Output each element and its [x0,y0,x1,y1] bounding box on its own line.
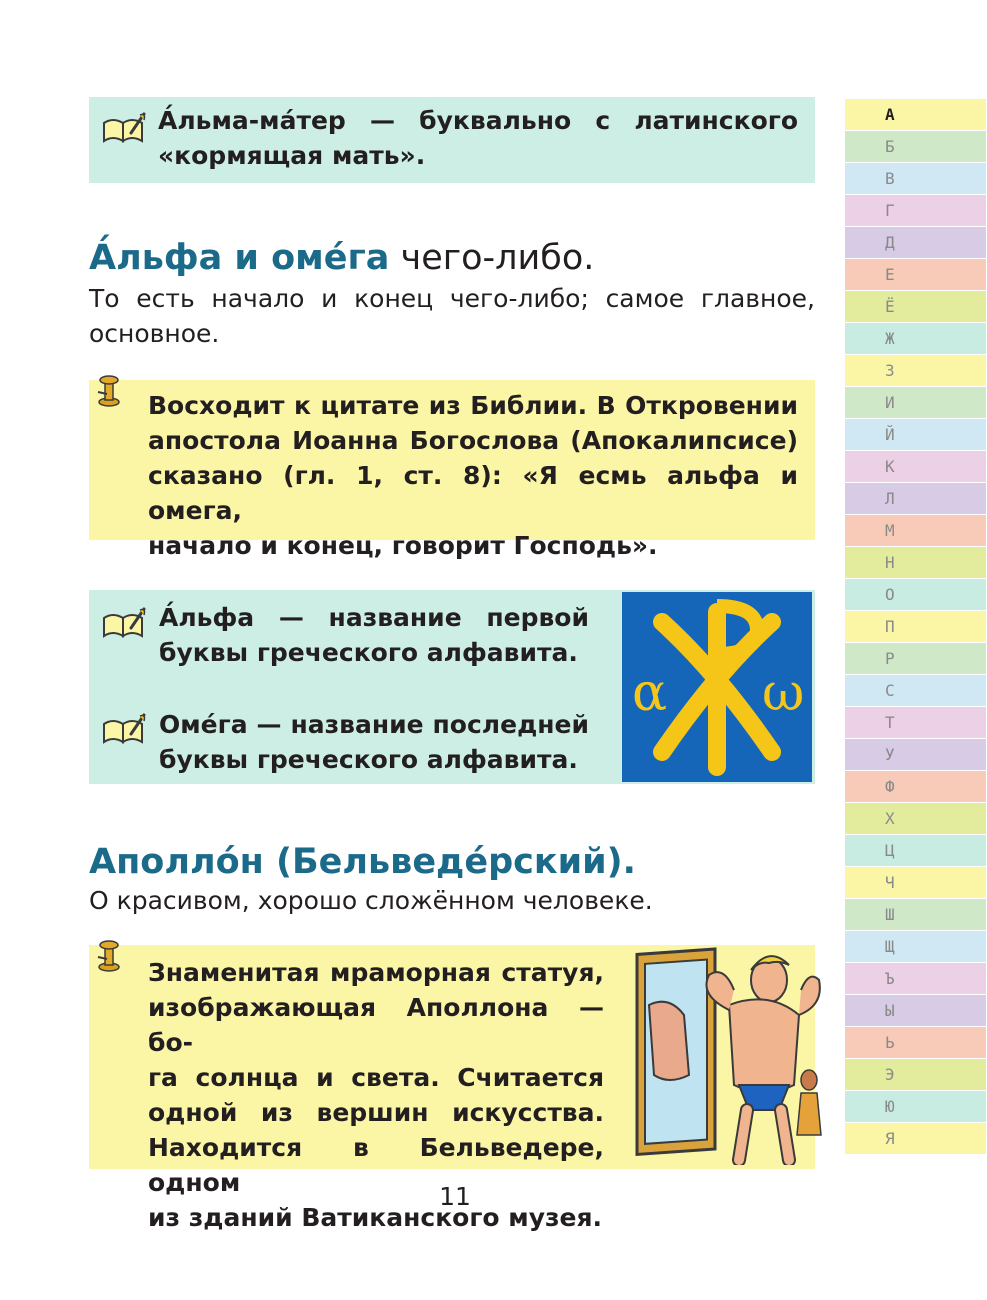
note-text: Знаменитая мраморная статуя, изображающая Аполлона — бо- га солнца и света. Считается одной из вершин искусства. Находится в Бельведере, одном из зданий Ватиканского музея. [148,958,604,1232]
push-pin-icon [94,372,124,408]
alphabet-tab[interactable]: Т [845,707,986,738]
alphabet-tab[interactable]: О [845,579,986,610]
entry-heading [89,840,636,884]
alphabet-tab[interactable]: Ь [845,1027,986,1058]
note-text: Восходит к цитате из Библии. В Откровении апостола Иоанна Богослова (Апокалипсисе) сказано (гл. 1, ст. 8): «Я есмь альфа и омега, начало и конец, говорит Господь». [148,391,798,560]
term: А́льфа [159,603,255,632]
alphabet-tab[interactable]: Н [845,547,986,578]
alphabet-tab[interactable]: Ч [845,867,986,898]
note-box-alpha-omega [89,380,815,560]
alphabet-tab[interactable]: Й [845,419,986,450]
entry-heading: А́льфа и оме́га чего-либо. [89,238,595,278]
open-book-quill-icon [101,111,147,145]
open-book-quill-icon [101,712,147,746]
alphabet-tab[interactable]: Э [845,1059,986,1090]
alphabet-tab[interactable]: П [845,611,986,642]
definition-text: А́льма-ма́тер — буквально с латинского «кормящая мать». [158,106,798,170]
page-number: 11 [439,1182,471,1211]
alphabet-tab[interactable]: С [845,675,986,706]
alphabet-tab[interactable]: Ю [845,1091,986,1122]
alphabet-tab[interactable]: К [845,451,986,482]
alphabet-tab[interactable]: З [845,355,986,386]
alphabet-tab[interactable]: Ш [845,899,986,930]
alphabet-tab[interactable]: Г [845,195,986,226]
alphabet-tab[interactable]: В [845,163,986,194]
alphabet-tab[interactable]: Е [845,259,986,290]
alphabet-tab[interactable]: Р [845,643,986,674]
entry-term: А́льфа и оме́га [89,238,390,278]
alphabet-tab[interactable]: Д [845,227,986,258]
alphabet-tab[interactable]: Ф [845,771,986,802]
alphabet-tab[interactable]: Ц [845,835,986,866]
push-pin-icon [94,937,124,973]
chi-rho-alpha-omega-symbol [622,592,812,782]
entry-definition: То есть начало и конец чего-либо; самое главное, основное. [89,284,815,348]
alphabet-tab[interactable]: Ж [845,323,986,354]
alphabet-tab[interactable]: Ы [845,995,986,1026]
alphabet-tab[interactable]: Б [845,131,986,162]
definition-box-alma-mater [89,97,815,183]
apollo-mirror-illustration [629,935,829,1165]
open-book-quill-icon [101,606,147,640]
omega-definition: Оме́га — название последней буквы греческого алфавита. [159,710,589,774]
alphabet-tab[interactable]: Ъ [845,963,986,994]
alphabet-tab[interactable]: Ё [845,291,986,322]
alphabet-tab[interactable]: У [845,739,986,770]
term: А́льма-ма́тер [158,106,346,135]
alphabet-tab[interactable]: М [845,515,986,546]
definition-box-alpha-omega [89,590,815,784]
entry-definition: О красивом, хорошо сложённом человеке. [89,886,653,915]
omega-letter: ω [762,663,805,723]
alphabet-tab[interactable]: Л [845,483,986,514]
alphabet-tab[interactable]: Я [845,1123,986,1154]
alpha-definition: А́льфа — название первой буквы греческого алфавита. [159,603,589,667]
alphabet-tab[interactable]: И [845,387,986,418]
alphabet-tab[interactable]: А [845,99,986,130]
alphabet-tab[interactable]: Щ [845,931,986,962]
alphabet-tab[interactable]: Х [845,803,986,834]
alphabet-index [845,99,986,1155]
alpha-letter: α [632,663,668,723]
entry-term: Аполло́н (Бельведе́рский). [89,842,636,882]
term: Оме́га [159,710,248,739]
